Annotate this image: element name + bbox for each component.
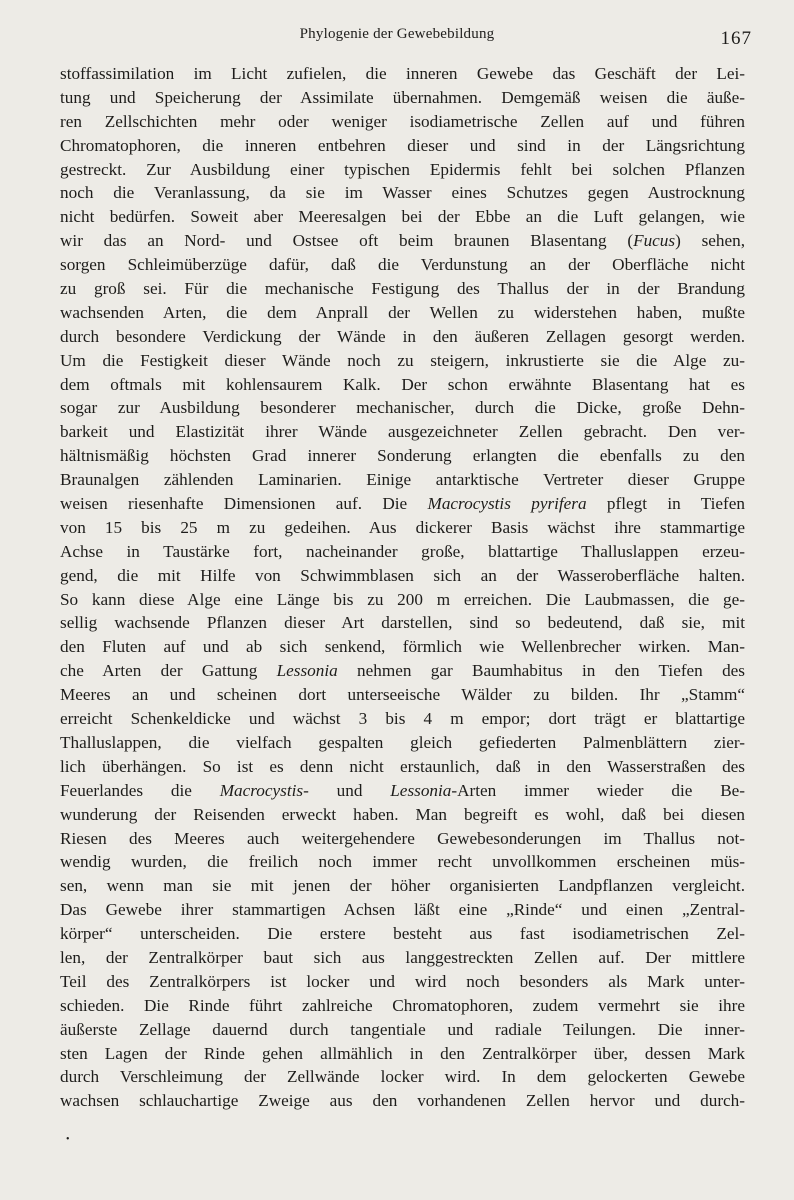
text-line: sten Lagen der Rinde gehen allmählich in den Zentralkörper über, dessen Mark bbox=[60, 1043, 745, 1063]
running-title: Phylogenie der Gewebebildung bbox=[299, 26, 495, 42]
text-line: schieden. Die Rinde führt zahlreiche Chromatophoren, zudem vermehrt sie ihre bbox=[60, 995, 745, 1015]
text-line: Achse in Taustärke fort, nacheinander große, blattartige Thalluslappen erzeu- bbox=[60, 541, 745, 561]
text-line: Das Gewebe ihrer stammartigen Achsen läßt eine „Rinde“ und einen „Zentral- bbox=[60, 900, 745, 920]
text-line: zu groß sei. Für die mechanische Festigung des Thallus der in der Brandung bbox=[60, 279, 745, 299]
text-line: Riesen des Meeres auch weitergehendere Gewebesonderungen im Thallus not- bbox=[60, 828, 745, 848]
text-line: wir das an Nord- und Ostsee oft beim braunen Blasentang (Fucus) sehen, bbox=[60, 231, 745, 251]
text-line: Meeres an und scheinen dort unterseeische Wälder zu bilden. Ihr „Stamm“ bbox=[60, 685, 745, 705]
text-line: Chromatophoren, die inneren entbehren dieser und sind in der Längsrichtung bbox=[60, 135, 745, 155]
text-line: lich überhängen. So ist es denn nicht erstaunlich, daß in den Wasserstraßen des bbox=[60, 756, 745, 776]
text-line: wachsen schlauchartige Zweige aus den vorhandenen Zellen hervor und durch- bbox=[60, 1091, 745, 1111]
text-line: wendig wurden, die freilich noch immer recht unvollkommen erscheinen müs- bbox=[60, 852, 745, 872]
printer-mark: • bbox=[66, 1134, 70, 1145]
text-line: sellig wachsende Pflanzen dieser Art darstellen, sind so bedeutend, daß sie, mit bbox=[60, 613, 745, 633]
text-line: Teil des Zentralkörpers ist locker und wird noch besonders als Mark unter- bbox=[60, 971, 745, 991]
text-line: stoffassimilation im Licht zufielen, die inneren Gewebe das Geschäft der Lei- bbox=[60, 64, 745, 83]
text-line: erreicht Schenkeldicke und wächst 3 bis 4 m empor; dort trägt er blattartige bbox=[60, 709, 745, 729]
text-line: ren Zellschichten mehr oder weniger isodiametrische Zellen auf und führen bbox=[60, 111, 745, 131]
text-line: wunderung der Reisenden erweckt haben. Man begreift es wohl, daß bei diesen bbox=[60, 804, 745, 824]
text-line: Um die Festigkeit dieser Wände noch zu steigern, inkrustierte sie die Alge zu- bbox=[60, 350, 745, 370]
text-line: So kann diese Alge eine Länge bis zu 200 m erreichen. Die Laubmassen, die ge- bbox=[60, 589, 745, 609]
text-line: körper“ unterscheiden. Die erstere besteht aus fast isodiametrischen Zel- bbox=[60, 924, 745, 944]
text-line: len, der Zentralkörper baut sich aus langgestreckten Zellen auf. Der mittlere bbox=[60, 947, 745, 967]
text-line: tung und Speicherung der Assimilate übernahmen. Demgemäß weisen die äuße- bbox=[60, 87, 745, 107]
text-line: den Fluten auf und ab sich senkend, förmlich wie Wellenbrecher wirken. Man- bbox=[60, 637, 745, 657]
text-line: Thalluslappen, die vielfach gespalten gleich gefiederten Palmenblättern zier- bbox=[60, 732, 745, 752]
text-line: nicht bedürfen. Soweit aber Meeresalgen bei der Ebbe an die Luft gelangen, wie bbox=[60, 207, 745, 227]
text-line: barkeit und Elastizität ihrer Wände ausgezeichneter Zellen gebracht. Den ver- bbox=[60, 422, 745, 442]
text-line: gend, die mit Hilfe von Schwimmblasen sich an der Wasseroberfläche halten. bbox=[60, 565, 745, 585]
text-line: Braunalgen zählenden Laminarien. Einige antarktische Vertreter dieser Gruppe bbox=[60, 470, 745, 490]
text-line: wachsenden Arten, die dem Anprall der Wellen zu widerstehen haben, mußte bbox=[60, 302, 745, 322]
text-line: durch besondere Verdickung der Wände in den äußeren Zellagen gesorgt werden. bbox=[60, 326, 745, 346]
text-line: weisen riesenhafte Dimensionen auf. Die Macrocystis pyrifera pflegt in Tiefen bbox=[60, 494, 745, 514]
text-line: sen, wenn man sie mit jenen der höher organisierten Landpflanzen vergleicht. bbox=[60, 876, 745, 896]
running-head bbox=[0, 24, 794, 50]
page-number: 167 bbox=[720, 28, 752, 49]
text-line: noch die Veranlassung, da sie im Wasser eines Schutzes gegen Austrocknung bbox=[60, 183, 745, 203]
text-line: sorgen Schleimüberzüge dafür, daß die Verdunstung an der Oberfläche nicht bbox=[60, 255, 745, 275]
body-paragraph bbox=[60, 62, 745, 1113]
text-line: che Arten der Gattung Lessonia nehmen gar Baumhabitus in den Tiefen des bbox=[60, 661, 745, 681]
text-line: sogar zur Ausbildung besonderer mechanischer, durch die Dicke, große Dehn- bbox=[60, 398, 745, 418]
text-line: äußerste Zellage dauernd durch tangentiale und radiale Teilungen. Die inner- bbox=[60, 1019, 745, 1039]
text-line: gestreckt. Zur Ausbildung einer typischen Epidermis fehlt bei solchen Pflanzen bbox=[60, 159, 745, 179]
text-line: dem oftmals mit kohlensaurem Kalk. Der schon erwähnte Blasentang hat es bbox=[60, 374, 745, 394]
text-line: durch Verschleimung der Zellwände locker wird. In dem gelockerten Gewebe bbox=[60, 1067, 745, 1087]
text-line: Feuerlandes die Macrocystis- und Lessonia-Arten immer wieder die Be- bbox=[60, 780, 746, 800]
text-line: von 15 bis 25 m zu gedeihen. Aus dickerer Basis wächst ihre stammartige bbox=[60, 517, 745, 537]
text-line: hältnismäßig höchsten Grad innerer Sonderung erlangten die ebenfalls zu den bbox=[60, 446, 745, 466]
